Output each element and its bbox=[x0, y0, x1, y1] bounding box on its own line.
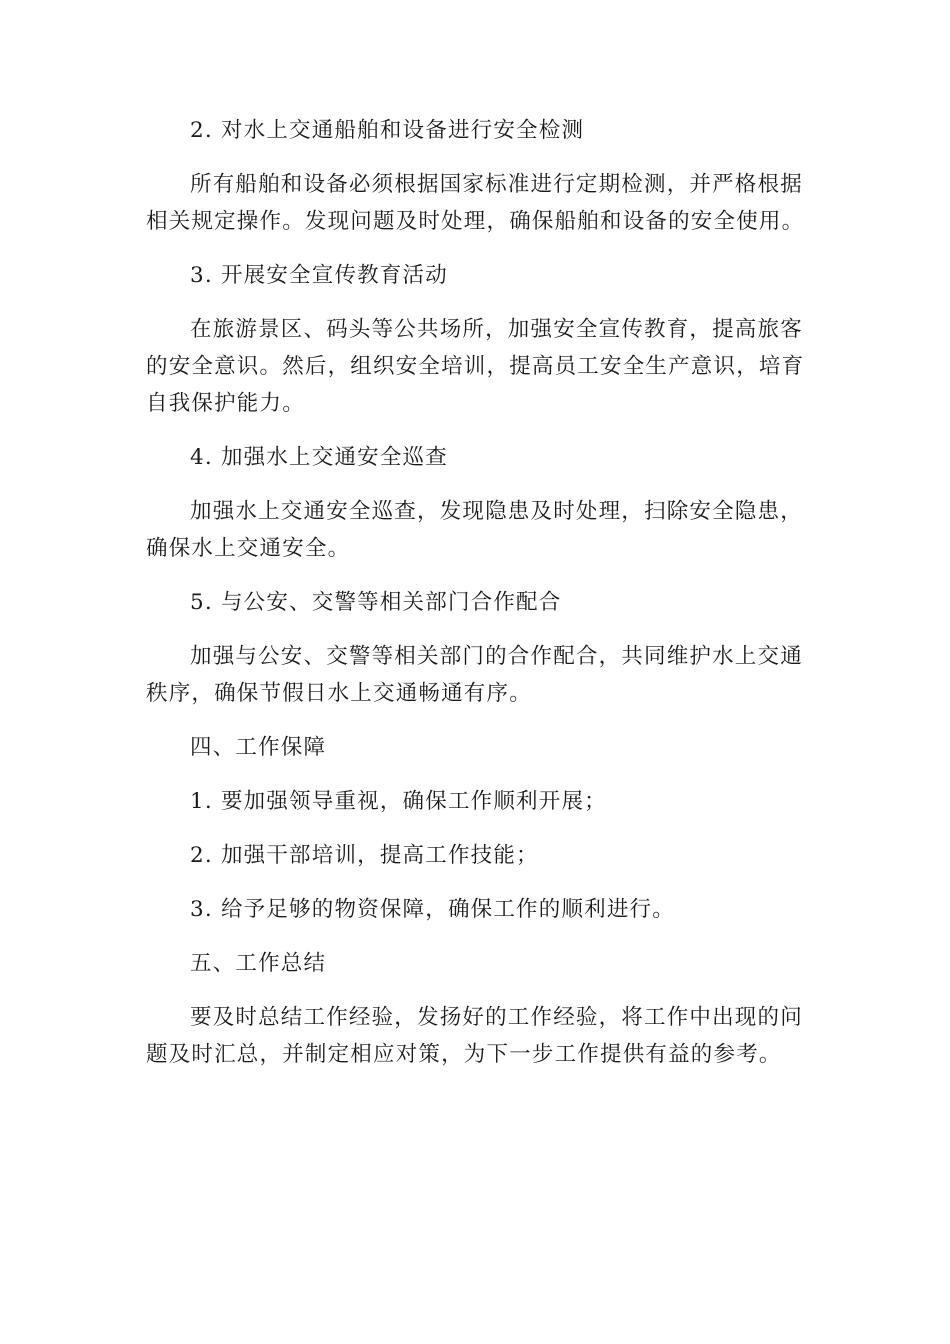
list-item-training: 2. 加强干部培训，提高工作技能； bbox=[190, 843, 539, 868]
list-item-leadership: 1. 要加强领导重视，确保工作顺利开展； bbox=[190, 789, 607, 814]
paragraph-safety-education bbox=[146, 311, 805, 422]
section-heading-patrol: 4. 加强水上交通安全巡查 bbox=[190, 445, 448, 470]
paragraph-line: 相关规定操作。发现问题及时处理，确保船舶和设备的安全使用。 bbox=[146, 209, 805, 234]
paragraph-ship-inspection bbox=[146, 166, 805, 240]
paragraph-line: 在旅游景区、码头等公共场所，加强安全宣传教育，提高旅客 bbox=[190, 317, 803, 342]
section-heading-cooperation: 5. 与公安、交警等相关部门合作配合 bbox=[190, 590, 562, 615]
document-page bbox=[146, 112, 805, 1090]
paragraph-line: 的安全意识。然后，组织安全培训，提高员工安全生产意识，培育 bbox=[146, 354, 805, 379]
paragraph-line: 加强水上交通安全巡查，发现隐患及时处理，扫除安全隐患， bbox=[190, 499, 803, 524]
paragraph-line: 要及时总结工作经验，发扬好的工作经验，将工作中出现的问 bbox=[190, 1005, 803, 1030]
list-item-materials: 3. 给予足够的物资保障，确保工作的顺利进行。 bbox=[190, 897, 675, 922]
section-heading-work-summary: 五、工作总结 bbox=[190, 951, 327, 976]
paragraph-cooperation bbox=[146, 638, 803, 712]
paragraph-patrol bbox=[146, 493, 803, 567]
paragraph-line: 确保水上交通安全。 bbox=[146, 536, 351, 561]
paragraph-work-summary bbox=[146, 999, 803, 1073]
paragraph-line: 加强与公安、交警等相关部门的合作配合，共同维护水上交通 bbox=[190, 644, 803, 669]
paragraph-line: 自我保护能力。 bbox=[146, 391, 305, 416]
paragraph-line: 秩序，确保节假日水上交通畅通有序。 bbox=[146, 681, 532, 706]
section-heading-work-guarantee: 四、工作保障 bbox=[190, 735, 327, 760]
paragraph-line: 所有船舶和设备必须根据国家标准进行定期检测，并严格根据 bbox=[190, 172, 803, 197]
section-heading-ship-inspection: 2. 对水上交通船舶和设备进行安全检测 bbox=[190, 118, 585, 143]
paragraph-line: 题及时汇总，并制定相应对策，为下一步工作提供有益的参考。 bbox=[146, 1042, 782, 1067]
section-heading-safety-education: 3. 开展安全宣传教育活动 bbox=[190, 263, 448, 288]
